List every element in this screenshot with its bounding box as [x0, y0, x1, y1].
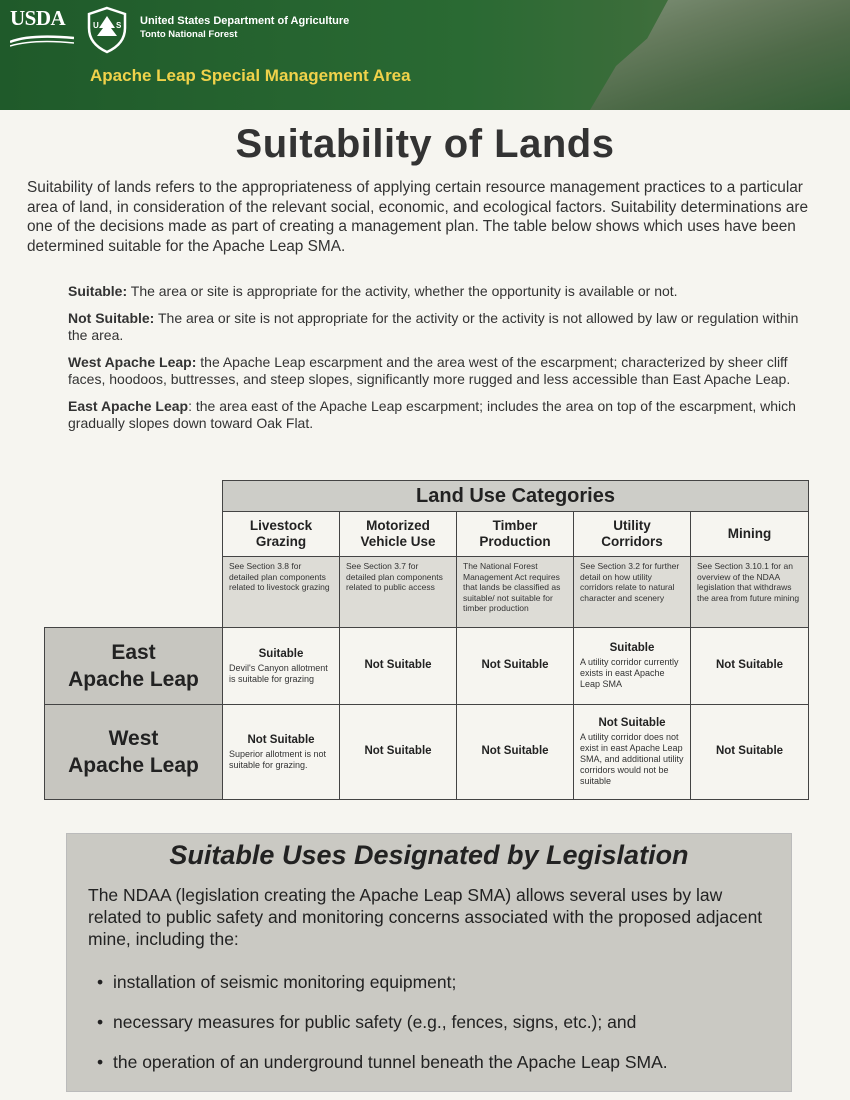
table-cell: Not Suitable — [457, 705, 574, 800]
column-note-motorized-vehicle-use: See Section 3.7 for detailed plan components related to public access — [340, 557, 457, 628]
table-cell: Suitable A utility corridor currently exists in east Apache Leap SMA — [574, 628, 691, 705]
definition-suitable: Suitable: The area or site is appropriate for the activity, whether the opportunity is available or not. — [68, 283, 678, 299]
table-cell: Not Suitable — [340, 705, 457, 800]
usda-logo: USDA — [10, 6, 76, 46]
definition-west-apache-leap: West Apache Leap: the Apache Leap escarpment and the area west of the escarpment; characterized by sheer cliff faces, hoodoos, buttresses, and steep slopes, significantly more rugged and less accessible than East Apache Leap. — [68, 353, 791, 387]
usda-swoosh-icon — [10, 32, 74, 48]
definition-east-apache-leap: East Apache Leap: the area east of the Apache Leap escarpment; includes the area on top of the escarpment, which gradually slopes down toward Oak Flat. — [68, 397, 796, 431]
page-title: Suitability of Lands — [235, 122, 615, 166]
forest-name: Tonto National Forest — [140, 29, 238, 40]
list-item: • installation of seismic monitoring equipment; — [97, 972, 457, 992]
legislation-title: Suitable Uses Designated by Legislation — [169, 840, 689, 870]
table-cell: Not Suitable — [691, 705, 809, 800]
table-cell: Not Suitable — [457, 628, 574, 705]
column-note-utility-corridors: See Section 3.2 for further detail on how utility corridors relate to natural character and scenery — [574, 557, 691, 628]
header-banner — [0, 0, 850, 110]
sma-title: Apache Leap Special Management Area — [90, 66, 411, 85]
list-item: • necessary measures for public safety (e.g., fences, signs, etc.); and — [97, 1012, 637, 1032]
svg-text:U: U — [93, 21, 99, 30]
svg-text:S: S — [116, 21, 122, 30]
table-cell: Not Suitable Superior allotment is not suitable for grazing. — [223, 705, 340, 800]
intro-paragraph: Suitability of lands refers to the appropriateness of applying certain resource management practices to a particular area of land, in consideration of the relevant social, economic, and ecological factors. Suitability determinations are one of the decisions made as part of creating a management plan. The table below shows which uses have been determined suitable for the Apache Leap SMA. — [27, 179, 809, 255]
table-cell: Not Suitable A utility corridor does not exist in east Apache Leap SMA, and additional utility corridors would not be suitable — [574, 705, 691, 800]
column-header-motorized-vehicle-use: Motorized Vehicle Use — [340, 512, 457, 557]
table-cell: Not Suitable — [691, 628, 809, 705]
land-use-table — [44, 480, 809, 800]
bullet-icon: • — [97, 1052, 104, 1072]
row-header-west: West Apache Leap — [45, 705, 223, 800]
list-item: • the operation of an underground tunnel beneath the Apache Leap SMA. — [97, 1052, 668, 1072]
column-note-timber-production: The National Forest Management Act requires that lands be classified as suitable/ not suitable for timber production — [457, 557, 574, 628]
land-use-categories-header: Land Use Categories — [223, 481, 809, 512]
column-header-mining: Mining — [691, 512, 809, 557]
cliff-photo — [590, 0, 850, 110]
bullet-icon: • — [97, 972, 104, 992]
forest-service-shield-icon — [85, 6, 129, 54]
definition-not-suitable: Not Suitable: The area or site is not appropriate for the activity or the activity is not allowed by law or regulation within the area. — [68, 309, 799, 343]
legislation-body: The NDAA (legislation creating the Apache Leap SMA) allows several uses by law related to public safety and monitoring concerns associated with the proposed adjacent mine, including the: — [88, 885, 763, 949]
table-cell: Not Suitable — [340, 628, 457, 705]
agency-name: United States Department of Agriculture Tonto National Forest — [140, 15, 350, 40]
bullet-icon: • — [97, 1012, 104, 1032]
column-note-mining: See Section 3.10.1 for an overview of the NDAA legislation that withdraws the area from future mining — [691, 557, 809, 628]
row-header-east: East Apache Leap — [45, 628, 223, 705]
table-row-west-apache-leap — [45, 705, 809, 800]
table-cell: Suitable Devil's Canyon allotment is suitable for grazing — [223, 628, 340, 705]
legislation-box — [66, 833, 792, 1092]
definitions — [68, 283, 808, 442]
table-row-east-apache-leap — [45, 628, 809, 705]
column-header-livestock-grazing: Livestock Grazing — [223, 512, 340, 557]
column-header-utility-corridors: Utility Corridors — [574, 512, 691, 557]
column-header-timber-production: Timber Production — [457, 512, 574, 557]
legislation-list — [97, 972, 787, 1092]
column-note-livestock-grazing: See Section 3.8 for detailed plan components related to livestock grazing — [223, 557, 340, 628]
